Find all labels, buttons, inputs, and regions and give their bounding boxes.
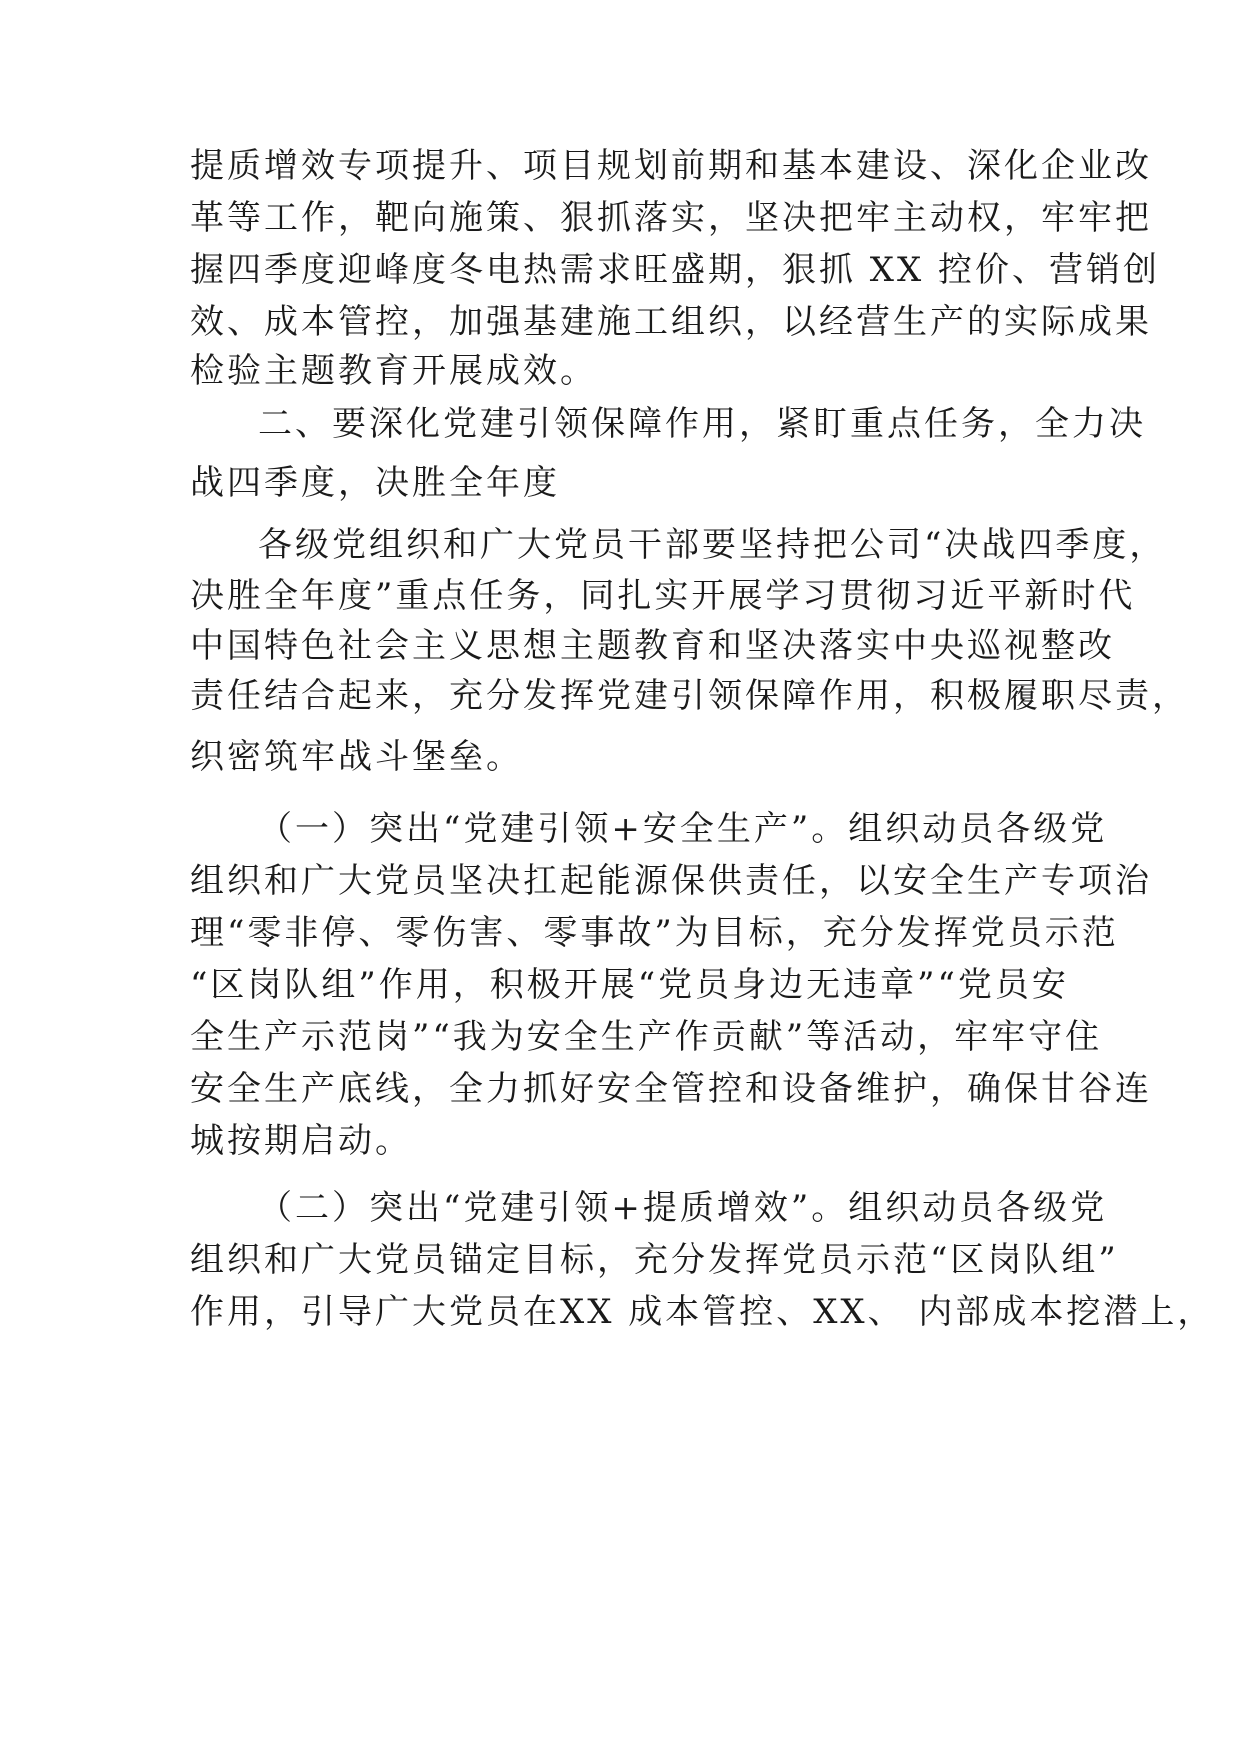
text-line: 安全生产底线，全力抓好安全管控和设备维护，确保甘谷连 <box>190 1069 1152 1109</box>
text-line: 检验主题教育开展成效。 <box>190 351 597 391</box>
text-line: 握四季度迎峰度冬电热需求旺盛期，狠抓 XX 控价、营销创 <box>190 250 1161 290</box>
text-line: 织密筑牢战斗堡垒。 <box>190 737 523 777</box>
text-line: 城按期启动。 <box>190 1121 412 1161</box>
text-line: “区岗队组”作用，积极开展“党员身边无违章”“党员安 <box>190 965 1069 1005</box>
text-line: 组织和广大党员锚定目标，充分发挥党员示范“区岗队组” <box>190 1240 1119 1280</box>
text-line: 理“零非停、零伤害、零事故”为目标，充分发挥党员示范 <box>190 913 1119 953</box>
text-line: 中国特色社会主义思想主题教育和坚决落实中央巡视整改 <box>190 626 1115 666</box>
section-heading: 二、要深化党建引领保障作用，紧盯重点任务，全力决 <box>258 404 1146 444</box>
text-line: 革等工作，靶向施策、狠抓落实，坚决把牢主动权，牢牢把 <box>190 198 1152 238</box>
subsection-heading: （二）突出“党建引领+提质增效”。组织动员各级党 <box>258 1188 1108 1228</box>
text-line: 作用，引导广大党员在XX 成本管控、XX、 内部成本挖潜上， <box>190 1292 1215 1332</box>
text-line: 责任结合起来，充分发挥党建引领保障作用，积极履职尽责， <box>190 676 1189 716</box>
section-heading: 战四季度，决胜全年度 <box>190 463 560 503</box>
text-line: 全生产示范岗”“我为安全生产作贡献”等活动，牢牢守住 <box>190 1017 1103 1057</box>
text-line: 组织和广大党员坚决扛起能源保供责任，以安全生产专项治 <box>190 861 1152 901</box>
subsection-heading: （一）突出“党建引领+安全生产”。组织动员各级党 <box>258 809 1108 849</box>
text-line: 各级党组织和广大党员干部要坚持把公司“决战四季度， <box>258 525 1167 565</box>
text-line: 效、成本管控，加强基建施工组织，以经营生产的实际成果 <box>190 302 1152 342</box>
text-line: 决胜全年度”重点任务，同扎实开展学习贯彻习近平新时代 <box>190 576 1136 616</box>
text-line: 提质增效专项提升、项目规划前期和基本建设、深化企业改 <box>190 146 1152 186</box>
